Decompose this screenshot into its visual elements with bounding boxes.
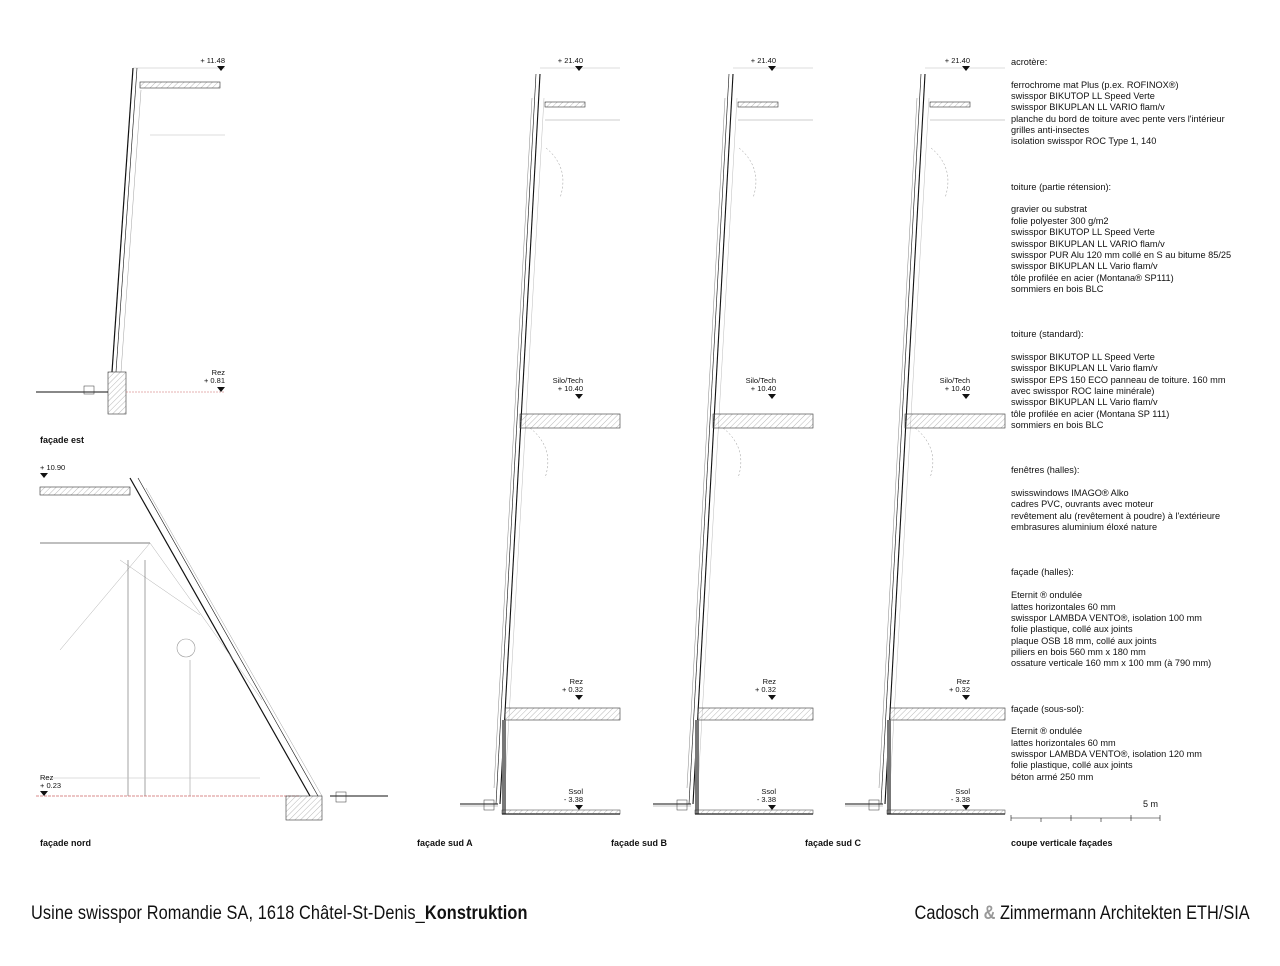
level-silo-sud-c-label: Silo/Tech bbox=[939, 376, 970, 385]
legend-line bbox=[1011, 170, 1271, 181]
legend-line: tôle profilée en acier (Montana® SP111) bbox=[1011, 272, 1174, 283]
level-marker-icon bbox=[575, 66, 583, 71]
material-legend bbox=[1011, 57, 1271, 783]
level-marker-icon bbox=[217, 387, 225, 392]
level-marker-icon bbox=[217, 66, 225, 71]
legend-line bbox=[1011, 193, 1271, 204]
facade-sud-b-drawing bbox=[653, 68, 813, 814]
legend-line: sommiers en bois BLC bbox=[1011, 283, 1104, 294]
caption-facade-est: façade est bbox=[40, 435, 85, 445]
level-marker-icon bbox=[962, 66, 970, 71]
legend-line: lattes horizontales 60 mm bbox=[1011, 737, 1116, 748]
ampersand-logo: & bbox=[983, 903, 996, 924]
level-rez-sud-b: + 0.32 bbox=[754, 685, 776, 694]
level-top-nord: + 10.90 bbox=[40, 463, 66, 472]
legend-line bbox=[1011, 533, 1271, 544]
legend-line: isolation swisspor ROC Type 1, 140 bbox=[1011, 136, 1157, 147]
level-ssol-sud-b: - 3.38 bbox=[756, 795, 776, 804]
legend-line: swisspor BIKUTOP LL Speed Verte bbox=[1011, 227, 1155, 238]
legend-line bbox=[1011, 681, 1271, 692]
legend-line: façade (halles): bbox=[1011, 567, 1074, 578]
legend-line: embrasures aluminium éloxé nature bbox=[1011, 522, 1158, 533]
legend-line bbox=[1011, 443, 1271, 454]
level-marker-icon bbox=[768, 695, 776, 700]
legend-line: gravier ou substrat bbox=[1011, 204, 1088, 215]
legend-line: sommiers en bois BLC bbox=[1011, 420, 1104, 430]
level-ssol-sud-a-label: Ssol bbox=[568, 787, 583, 796]
legend-line bbox=[1011, 318, 1271, 329]
footer-project: Usine swisspor Romandie SA, 1618 Châtel-St-Denis_ bbox=[31, 903, 425, 924]
legend-line: plaque OSB 18 mm, collé aux joints bbox=[1011, 635, 1157, 646]
level-ssol-sud-b-label: Ssol bbox=[761, 787, 776, 796]
footer-office-b: Zimmermann Architekten ETH/SIA bbox=[995, 903, 1250, 924]
level-marker-icon bbox=[40, 791, 48, 796]
legend-line: folie polyester 300 g/m2 bbox=[1011, 215, 1109, 226]
legend-line: toiture (partie rétension): bbox=[1011, 181, 1112, 192]
level-marker-icon bbox=[768, 394, 776, 399]
legend-line bbox=[1011, 307, 1271, 318]
level-marker-icon bbox=[575, 394, 583, 399]
legend-line bbox=[1011, 692, 1271, 703]
legend-line: lattes horizontales 60 mm bbox=[1011, 601, 1116, 612]
legend-line: planche du bord de toiture avec pente vers l'intérieur bbox=[1011, 113, 1225, 124]
level-marker-icon bbox=[962, 805, 970, 810]
level-top-sud-c: + 21.40 bbox=[944, 56, 970, 65]
caption-facade-sud-c: façade sud C bbox=[805, 838, 862, 848]
level-silo-sud-b: + 10.40 bbox=[750, 384, 776, 393]
level-silo-sud-a: + 10.40 bbox=[557, 384, 583, 393]
legend-line: piliers en bois 560 mm x 180 mm bbox=[1011, 646, 1146, 657]
caption-facade-sud-a: façade sud A bbox=[417, 838, 473, 848]
legend-line: swisspor BIKUTOP LL Speed Verte bbox=[1011, 91, 1155, 102]
legend-line: ferrochrome mat Plus (p.ex. ROFINOX®) bbox=[1011, 79, 1179, 90]
legend-line: revêtement alu (revêtement à poudre) à l'extérieure bbox=[1011, 510, 1221, 521]
legend-line: folie plastique, collé aux joints bbox=[1011, 624, 1133, 635]
scale-bar bbox=[1011, 815, 1160, 822]
level-rez-nord-label: Rez bbox=[40, 773, 54, 782]
level-marker-icon bbox=[575, 695, 583, 700]
scale-label: 5 m bbox=[1143, 799, 1159, 809]
level-ssol-sud-c: - 3.38 bbox=[950, 795, 970, 804]
footer-project-title bbox=[31, 903, 528, 925]
legend-line: folie plastique, collé aux joints bbox=[1011, 760, 1133, 771]
legend-line: béton armé 250 mm bbox=[1011, 771, 1094, 782]
legend-line bbox=[1011, 295, 1271, 306]
facade-sud-a-drawing bbox=[460, 68, 620, 814]
level-marker-icon bbox=[575, 805, 583, 810]
legend-line: avec swisspor ROC laine minérale) bbox=[1011, 385, 1155, 396]
legend-line: fenêtres (halles): bbox=[1011, 465, 1080, 476]
footer-office-a: Cadosch bbox=[914, 903, 984, 924]
legend-line: façade (sous-sol): bbox=[1011, 703, 1085, 714]
legend-line: swisspor BIKUPLAN LL Vario flam/v bbox=[1011, 261, 1158, 272]
legend-line: swisspor LAMBDA VENTO®, isolation 120 mm bbox=[1011, 748, 1202, 759]
level-top-sud-a: + 21.40 bbox=[557, 56, 583, 65]
legend-line bbox=[1011, 545, 1271, 556]
level-marker-icon bbox=[962, 394, 970, 399]
legend-line: swisspor EPS 150 ECO panneau de toiture. 160 mm bbox=[1011, 374, 1226, 385]
legend-line bbox=[1011, 670, 1271, 681]
level-rez-sud-b-label: Rez bbox=[762, 677, 776, 686]
facade-nord-drawing bbox=[36, 478, 388, 820]
legend-line bbox=[1011, 148, 1271, 159]
legend-line: Eternit ® ondulée bbox=[1011, 590, 1083, 601]
level-marker-icon bbox=[962, 695, 970, 700]
legend-line bbox=[1011, 715, 1271, 726]
level-rez-est-label: Rez bbox=[211, 368, 225, 377]
level-top-est: + 11.48 bbox=[200, 56, 225, 65]
level-rez-nord: + 0.23 bbox=[40, 781, 62, 790]
legend-line: swisspor BIKUTOP LL Speed Verte bbox=[1011, 351, 1155, 362]
facade-sud-c-drawing bbox=[845, 68, 1005, 814]
footer-office bbox=[915, 903, 1250, 925]
level-ssol-sud-a: - 3.38 bbox=[563, 795, 583, 804]
level-silo-sud-b-label: Silo/Tech bbox=[745, 376, 776, 385]
legend-line bbox=[1011, 579, 1271, 590]
legend-line bbox=[1011, 159, 1271, 170]
footer-project-bold: Konstruktion bbox=[424, 903, 528, 924]
legend-line bbox=[1011, 556, 1271, 567]
legend-line bbox=[1011, 341, 1271, 352]
legend-line: swisspor LAMBDA VENTO®, isolation 100 mm bbox=[1011, 612, 1202, 623]
facade-est-drawing bbox=[36, 68, 225, 414]
level-marker-icon bbox=[768, 66, 776, 71]
legend-line bbox=[1011, 454, 1271, 465]
legend-line: swisspor PUR Alu 120 mm collé en S au bitume 85/25 bbox=[1011, 249, 1232, 260]
legend-line: swisspor BIKUPLAN LL Vario flam/v bbox=[1011, 397, 1158, 408]
caption-facade-sud-b: façade sud B bbox=[611, 838, 668, 848]
level-rez-sud-c-label: Rez bbox=[956, 677, 970, 686]
level-top-sud-b: + 21.40 bbox=[750, 56, 776, 65]
legend-line: toiture (standard): bbox=[1011, 329, 1084, 340]
legend-line: swisspor BIKUPLAN LL VARIO flam/v bbox=[1011, 102, 1165, 113]
legend-line: ossature verticale 160 mm x 100 mm (à 790 mm) bbox=[1011, 658, 1212, 669]
level-rez-sud-c: + 0.32 bbox=[948, 685, 970, 694]
legend-line bbox=[1011, 68, 1271, 79]
legend-line: cadres PVC, ouvrants avec moteur bbox=[1011, 499, 1154, 510]
level-rez-sud-a: + 0.32 bbox=[561, 685, 583, 694]
caption-facade-nord: façade nord bbox=[40, 838, 92, 848]
caption-coupe-verticale: coupe verticale façades bbox=[1011, 838, 1113, 848]
legend-line bbox=[1011, 477, 1271, 488]
level-rez-est: + 0.81 bbox=[203, 376, 225, 385]
legend-line: acrotère: bbox=[1011, 57, 1048, 67]
legend-line: swisspor BIKUPLAN LL Vario flam/v bbox=[1011, 363, 1158, 374]
legend-line bbox=[1011, 431, 1271, 442]
legend-line: swisswindows IMAGO® Alko bbox=[1011, 488, 1129, 499]
level-silo-sud-a-label: Silo/Tech bbox=[552, 376, 583, 385]
legend-line: swisspor BIKUPLAN LL VARIO flam/v bbox=[1011, 238, 1165, 249]
legend-line: grilles anti-insectes bbox=[1011, 125, 1090, 136]
level-marker-icon bbox=[40, 473, 48, 478]
legend-line: tôle profilée en acier (Montana SP 111) bbox=[1011, 408, 1170, 419]
level-marker-icon bbox=[768, 805, 776, 810]
legend-line: Eternit ® ondulée bbox=[1011, 726, 1083, 737]
level-silo-sud-c: + 10.40 bbox=[944, 384, 970, 393]
level-ssol-sud-c-label: Ssol bbox=[955, 787, 970, 796]
level-rez-sud-a-label: Rez bbox=[569, 677, 583, 686]
